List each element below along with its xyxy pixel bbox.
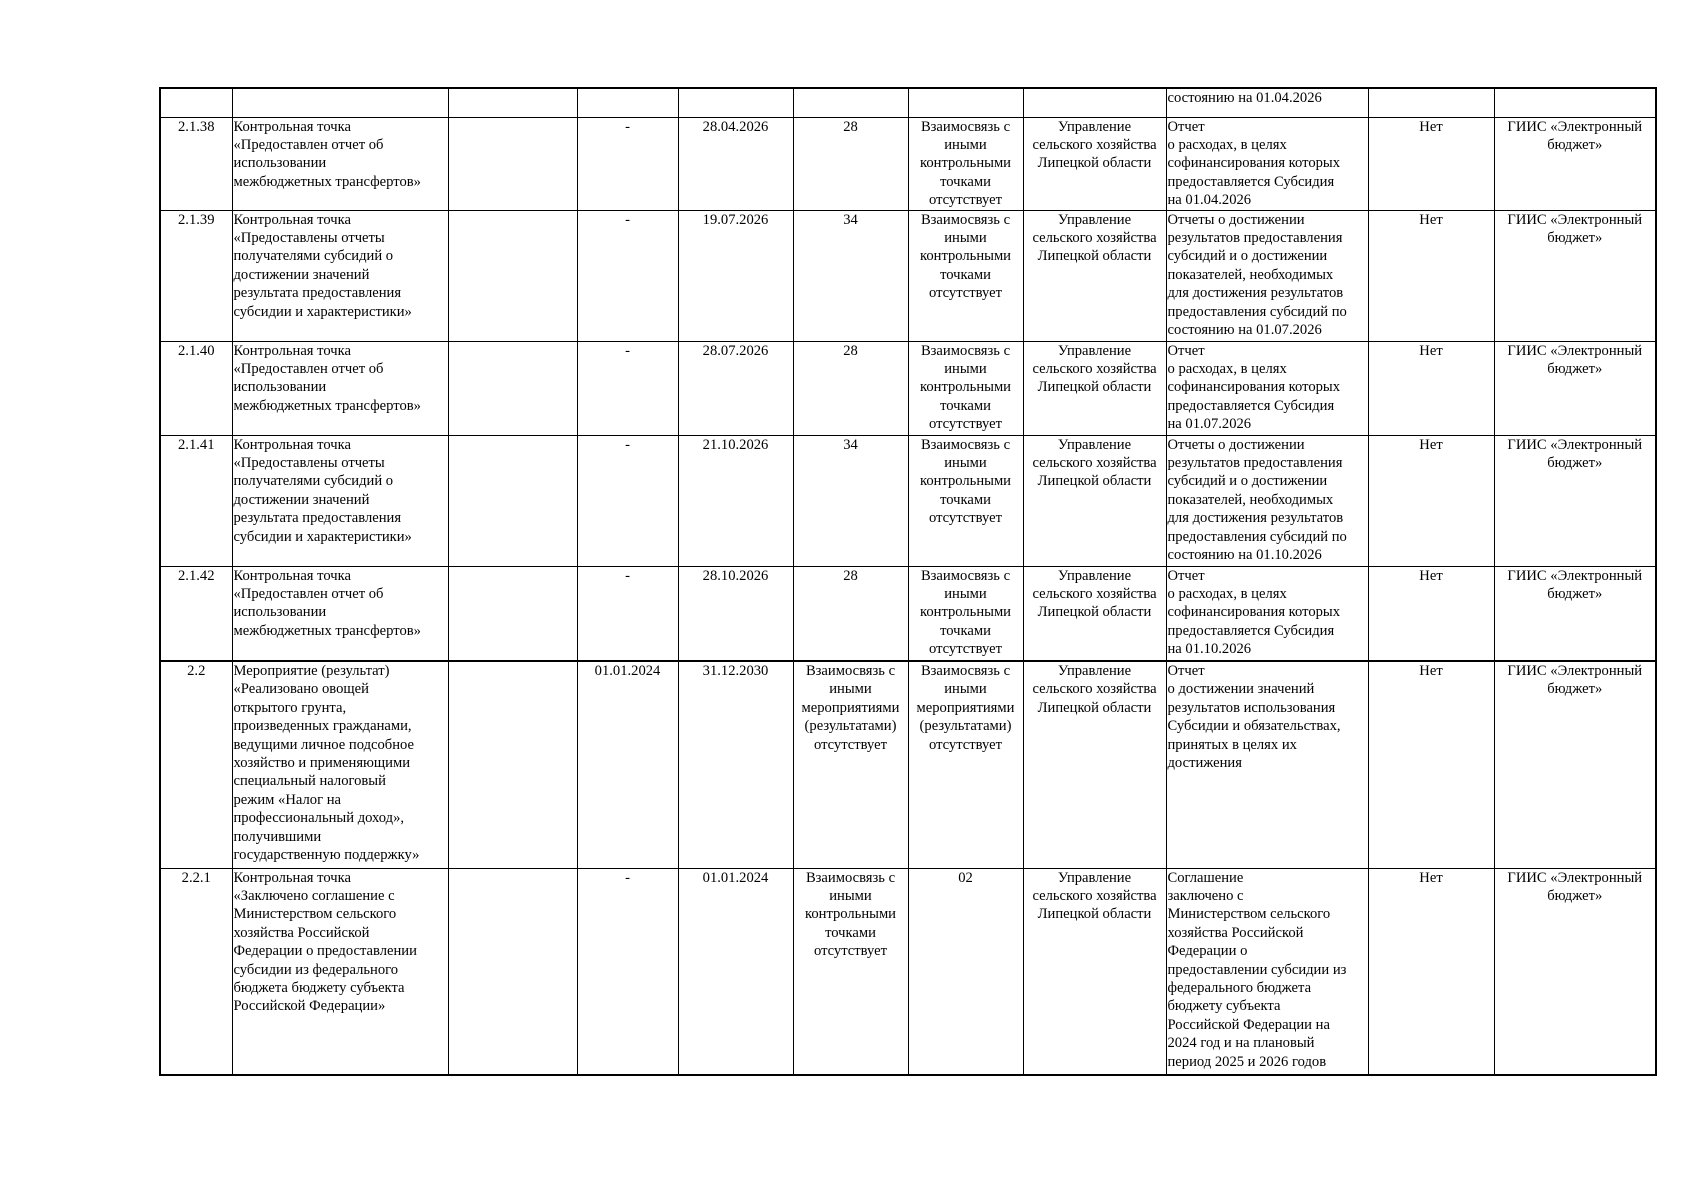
row-name: Мероприятие (результат) «Реализовано овощей открытого грунта, произведенных гражданами, ведущими личное подсобное хозяйство и применяющими специальный налоговый режим «Налог на профессиональный доход», получившими государственную поддержку» <box>232 661 448 868</box>
row-gis: ГИИС «Электронный бюджет» <box>1494 341 1656 435</box>
row-predecessor: 34 <box>793 435 908 566</box>
row-responsible: Управление сельского хозяйства Липецкой области <box>1023 661 1166 868</box>
table-row <box>160 661 1656 868</box>
row-predecessor <box>793 88 908 117</box>
row-responsible <box>1023 88 1166 117</box>
row-number: 2.1.41 <box>160 435 232 566</box>
table-row <box>160 435 1656 566</box>
row-predecessor: 28 <box>793 566 908 661</box>
table-row <box>160 566 1656 661</box>
row-info-system: Нет <box>1368 117 1494 210</box>
row-end-date <box>678 88 793 117</box>
row-successor: Взаимосвязь с иными мероприятиями (результатами) отсутствует <box>908 661 1023 868</box>
row-end-date: 01.01.2024 <box>678 868 793 1075</box>
table-row <box>160 868 1656 1075</box>
row-start-date <box>577 88 678 117</box>
row-document: Отчеты о достижении результатов предоставления субсидий и о достижении показателей, необходимых для достижения результатов предоставления субсидий по состоянию на 01.10.2026 <box>1166 435 1368 566</box>
row-successor <box>908 88 1023 117</box>
row-info-system: Нет <box>1368 661 1494 868</box>
row-document: Отчеты о достижении результатов предоставления субсидий и о достижении показателей, необходимых для достижения результатов предоставления субсидий по состоянию на 01.07.2026 <box>1166 210 1368 341</box>
row-end-date: 28.10.2026 <box>678 566 793 661</box>
row-start-date: - <box>577 210 678 341</box>
plan-table <box>159 87 1657 1076</box>
table-row <box>160 117 1656 210</box>
row-end-date: 19.07.2026 <box>678 210 793 341</box>
row-empty-cell <box>448 661 577 868</box>
row-empty-cell <box>448 88 577 117</box>
row-number: 2.1.42 <box>160 566 232 661</box>
row-successor: 02 <box>908 868 1023 1075</box>
row-empty-cell <box>448 210 577 341</box>
row-name: Контрольная точка «Предоставлен отчет об использовании межбюджетных трансфертов» <box>232 117 448 210</box>
row-start-date: - <box>577 117 678 210</box>
row-document: Отчет о расходах, в целях софинансирования которых предоставляется Субсидия на 01.04.2026 <box>1166 117 1368 210</box>
row-info-system: Нет <box>1368 341 1494 435</box>
row-responsible: Управление сельского хозяйства Липецкой области <box>1023 341 1166 435</box>
table-row <box>160 88 1656 117</box>
row-gis: ГИИС «Электронный бюджет» <box>1494 566 1656 661</box>
row-successor: Взаимосвязь с иными контрольными точками отсутствует <box>908 566 1023 661</box>
row-empty-cell <box>448 868 577 1075</box>
row-empty-cell <box>448 117 577 210</box>
row-start-date: - <box>577 868 678 1075</box>
row-empty-cell <box>448 566 577 661</box>
row-successor: Взаимосвязь с иными контрольными точками отсутствует <box>908 435 1023 566</box>
row-end-date: 28.04.2026 <box>678 117 793 210</box>
row-name: Контрольная точка «Предоставлены отчеты получателями субсидий о достижении значений результата предоставления субсидии и характеристики» <box>232 210 448 341</box>
row-responsible: Управление сельского хозяйства Липецкой области <box>1023 868 1166 1075</box>
row-number: 2.1.38 <box>160 117 232 210</box>
row-successor: Взаимосвязь с иными контрольными точками отсутствует <box>908 210 1023 341</box>
row-empty-cell <box>448 341 577 435</box>
row-responsible: Управление сельского хозяйства Липецкой области <box>1023 117 1166 210</box>
row-predecessor: 34 <box>793 210 908 341</box>
row-gis <box>1494 88 1656 117</box>
row-responsible: Управление сельского хозяйства Липецкой области <box>1023 566 1166 661</box>
row-number: 2.2 <box>160 661 232 868</box>
row-document: Соглашение заключено с Министерством сельского хозяйства Российской Федерации о предоставлении субсидии из федерального бюджета бюджету субъекта Российской Федерации на 2024 год и на плановый период 2025 и 2026 годов <box>1166 868 1368 1075</box>
row-number: 2.2.1 <box>160 868 232 1075</box>
row-document: состоянию на 01.04.2026 <box>1166 88 1368 117</box>
row-successor: Взаимосвязь с иными контрольными точками отсутствует <box>908 117 1023 210</box>
row-document: Отчет о расходах, в целях софинансирования которых предоставляется Субсидия на 01.07.2026 <box>1166 341 1368 435</box>
row-gis: ГИИС «Электронный бюджет» <box>1494 868 1656 1075</box>
row-responsible: Управление сельского хозяйства Липецкой области <box>1023 435 1166 566</box>
row-document: Отчет о достижении значений результатов использования Субсидии и обязательствах, принятых в целях их достижения <box>1166 661 1368 868</box>
row-number: 2.1.40 <box>160 341 232 435</box>
row-start-date: - <box>577 435 678 566</box>
row-end-date: 31.12.2030 <box>678 661 793 868</box>
row-predecessor: Взаимосвязь с иными контрольными точками отсутствует <box>793 868 908 1075</box>
row-name: Контрольная точка «Предоставлены отчеты получателями субсидий о достижении значений результата предоставления субсидии и характеристики» <box>232 435 448 566</box>
row-empty-cell <box>448 435 577 566</box>
row-predecessor: Взаимосвязь с иными мероприятиями (результатами) отсутствует <box>793 661 908 868</box>
row-start-date: 01.01.2024 <box>577 661 678 868</box>
row-gis: ГИИС «Электронный бюджет» <box>1494 117 1656 210</box>
row-name <box>232 88 448 117</box>
row-end-date: 21.10.2026 <box>678 435 793 566</box>
row-info-system: Нет <box>1368 566 1494 661</box>
row-gis: ГИИС «Электронный бюджет» <box>1494 661 1656 868</box>
row-end-date: 28.07.2026 <box>678 341 793 435</box>
row-info-system: Нет <box>1368 868 1494 1075</box>
row-number: 2.1.39 <box>160 210 232 341</box>
row-number <box>160 88 232 117</box>
table-row <box>160 341 1656 435</box>
row-info-system: Нет <box>1368 210 1494 341</box>
row-start-date: - <box>577 341 678 435</box>
row-predecessor: 28 <box>793 117 908 210</box>
row-name: Контрольная точка «Заключено соглашение с Министерством сельского хозяйства Российской Федерации о предоставлении субсидии из федерального бюджета бюджету субъекта Российской Федерации» <box>232 868 448 1075</box>
row-info-system: Нет <box>1368 435 1494 566</box>
row-predecessor: 28 <box>793 341 908 435</box>
row-responsible: Управление сельского хозяйства Липецкой области <box>1023 210 1166 341</box>
row-successor: Взаимосвязь с иными контрольными точками отсутствует <box>908 341 1023 435</box>
row-name: Контрольная точка «Предоставлен отчет об использовании межбюджетных трансфертов» <box>232 341 448 435</box>
row-gis: ГИИС «Электронный бюджет» <box>1494 210 1656 341</box>
row-document: Отчет о расходах, в целях софинансирования которых предоставляется Субсидия на 01.10.2026 <box>1166 566 1368 661</box>
row-info-system <box>1368 88 1494 117</box>
row-gis: ГИИС «Электронный бюджет» <box>1494 435 1656 566</box>
row-start-date: - <box>577 566 678 661</box>
table-row <box>160 210 1656 341</box>
row-name: Контрольная точка «Предоставлен отчет об использовании межбюджетных трансфертов» <box>232 566 448 661</box>
